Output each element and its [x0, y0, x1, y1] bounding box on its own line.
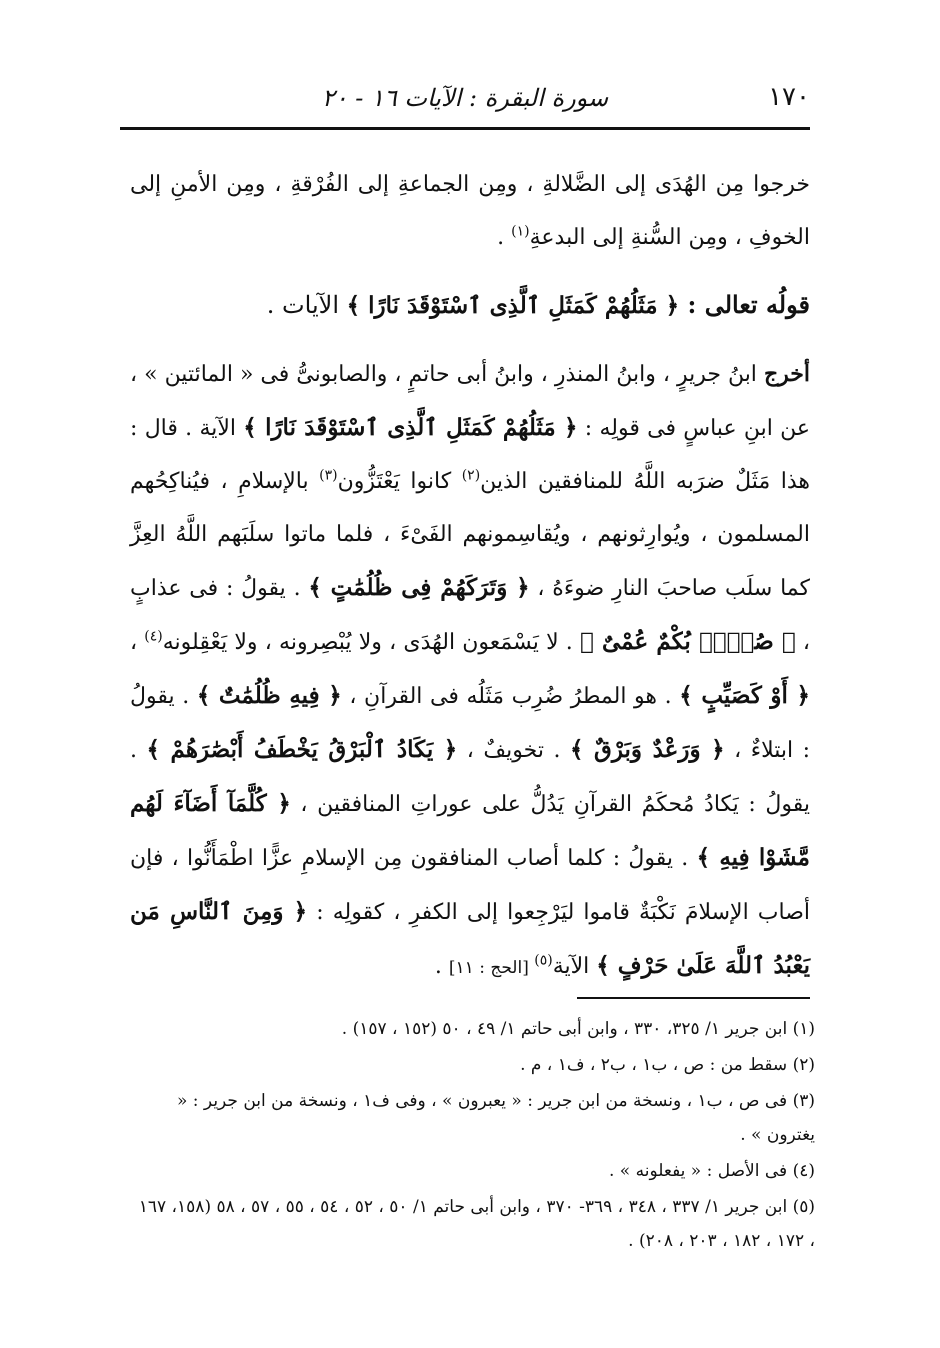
text-segment: كانوا يَعْتَزُّون	[337, 469, 462, 494]
surah-reference: [الحج : ١١]	[448, 958, 535, 978]
quran-quote: ﴿ مَثَلُهُمْ كَمَثَلِ ٱلَّذِى ٱسْتَوْقَدَ نَارًا ﴾	[243, 414, 578, 441]
footnote-5: (٥) ابن جرير ١/ ٣٣٧ ، ٣٤٨ ، ٣٦٩- ٣٧٠ ، وابن أبى حاتم ١/ ٥٠ ، ٥٢ ، ٥٤ ، ٥٥ ، ٥٧ ، ٥٨ (١٥٨، ١٦٧ ، ١٧٢ ، ١٨٢ ، ٢٠٣ ، ٢٠٨) .	[138, 1197, 815, 1251]
text-segment: . يقولُ : ابتلاءٌ ،	[130, 684, 811, 763]
footnote-3: (٣) فى ص ، ب١ ، ونسخة من ابن جرير : « يعبرون » ، وفى ف١ ، ونسخة من ابن جرير : « يغترون » .	[177, 1091, 815, 1145]
paragraph-2	[130, 348, 810, 995]
footnote-4: (٤) فى الأصل : « يفعلونه » .	[609, 1161, 815, 1181]
page-number: ١٧٠	[768, 82, 810, 112]
text-segment: الآية	[552, 954, 597, 979]
verse-heading-rest: الآيات .	[266, 291, 347, 319]
quran-quote: ﴿ صُمٌّۢ بُكْمٌ عُمْىٌ ﴾	[579, 628, 796, 655]
quran-quote: ﴿ وَمِنَ ٱلنَّاسِ مَن يَعْبُدُ ٱللَّهَ عَلَىٰ حَرْفٍ ﴾	[130, 898, 810, 979]
quran-quote: ﴿ يَكَادُ ٱلْبَرْقُ يَخْطَفُ أَبْصَٰرَهُمْ ﴾	[146, 736, 458, 763]
text-segment: ابنُ جريرٍ ، وابنُ المنذرِ ، وابنُ أبى حاتمٍ ، والصابونىُّ فى « المائتين » ، عن ابنِ عباسٍ فى قولِه :	[130, 362, 810, 441]
main-text	[130, 158, 810, 995]
text-segment: بالإسلامِ ، فيُناكِحُهم المسلمون ، ويُوارِثونهم ، ويُقاسِمونهم الفَىْءَ ، فلما ماتوا سلَبَهم اللَّهُ العِزَّ كما سلَب صاحبَ النارِ ضوءَهُ ،	[130, 469, 810, 601]
text-segment: . هو المطرُ ضُرِب مَثَلُه فى القرآنِ ،	[341, 684, 680, 709]
verse-heading-quote: ﴿ مَثَلُهُمْ كَمَثَلِ ٱلَّذِى ٱسْتَوْقَدَ نَارًا ﴾	[346, 292, 680, 319]
text-segment: . يقولُ : يَكادُ مُحكَمُ القرآنِ يَدُلُّ على عوراتِ المنافقين ،	[130, 738, 810, 817]
footnote-1: (١) ابن جرير ١/ ٣٢٥، ٣٣٠ ، وابن أبى حاتم ١/ ٤٩ ، ٥٠ (١٥٢ ، ١٥٧) .	[341, 1019, 815, 1039]
running-title: سورة البقرة : الآيات ١٦ - ٢٠	[321, 84, 609, 112]
footnote-2: (٢) سقط من : ص ، ب١ ، ب٢ ، ف١ ، م .	[520, 1055, 815, 1075]
paragraph-2-end: .	[434, 954, 449, 979]
quran-quote: ﴿ وَتَرَكَهُمْ فِى ظُلُمَٰتٍ ﴾	[308, 574, 530, 601]
footnote-ref-5: (٥)	[534, 952, 553, 969]
verse-heading-label: قولُه تعالى :	[679, 290, 810, 319]
footnote-ref-4: (٤)	[144, 628, 163, 645]
footnote-ref-3: (٣)	[319, 467, 338, 484]
footnotes	[130, 1012, 815, 1258]
header-rule	[120, 127, 810, 130]
text-segment: . يقولُ : كلما أصاب المنافقون مِن الإسلامِ عزًّا اطْمَأَنُّوا ، فإن أصاب الإسلامَ نَكْبَةٌ قاموا ليَرْجِعوا إلى الكفرِ ، كقولِه :	[130, 846, 810, 925]
footnote-ref-2: (٢)	[461, 467, 481, 484]
paragraph-1-end: .	[497, 225, 512, 250]
verse-heading	[130, 278, 810, 332]
footnote-rule	[577, 997, 810, 999]
page-header	[120, 78, 810, 124]
text-segment: . لا يَسْمَعون الهُدَى ، ولا يُبْصِرونه ، ولا يَعْقِلونه	[162, 630, 580, 655]
text-segment: . يقولُ : فى عذابٍ ،	[130, 576, 811, 655]
footnote-ref-1: (١)	[511, 223, 530, 240]
text-segment: ،	[130, 630, 145, 655]
paragraph-1	[130, 158, 810, 264]
quran-quote: ﴿ أَوْ كَصَيِّبٍ ﴾	[679, 682, 810, 709]
text-segment: الآية . قال : هذا مَثَلٌ ضرَبه اللَّهُ للمنافقين الذين	[130, 416, 810, 494]
text-segment: . تخويفٌ ،	[457, 738, 570, 763]
quran-quote: ﴿ فِيهِ ظُلُمَٰتٌ ﴾	[196, 682, 342, 709]
quran-quote: ﴿ وَرَعْدٌ وَبَرْقٌ ﴾	[569, 736, 725, 763]
quran-quote: ﴿ كُلَّمَآ أَضَآءَ لَهُم مَّشَوْا فِيهِ ﴾	[130, 790, 810, 871]
paragraph-1-text: خرجوا مِن الهُدَى إلى الضَّلالةِ ، ومِن الجماعةِ إلى الفُرْقةِ ، ومِن الأمنِ إلى الخوفِ ، ومِن السُّنةِ إلى البدعةِ	[130, 172, 810, 250]
paragraph-2-lead: أخرج	[763, 361, 810, 387]
